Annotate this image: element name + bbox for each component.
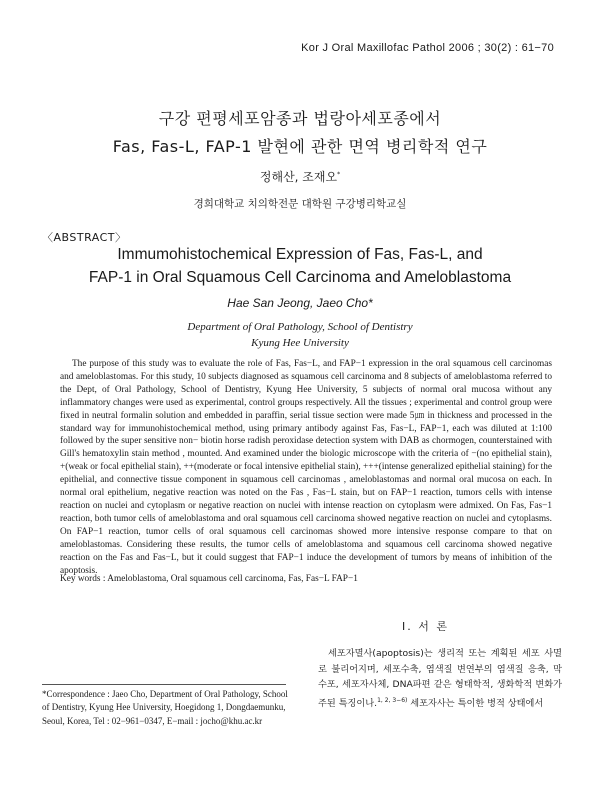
korean-title-line-2: Fas, Fas-L, FAP-1 발현에 관한 면역 병리학적 연구 [112, 137, 488, 156]
english-title-line-2: FAP-1 in Oral Squamous Cell Carcinoma and Ameloblastoma [88, 269, 512, 286]
korean-authors [0, 168, 600, 185]
footnote-divider [42, 684, 286, 685]
department-line-2: Kyung Hee University [251, 337, 349, 349]
corresponding-author-mark: * [337, 171, 341, 178]
introduction-text: 세포자멸사(apoptosis)는 생리적 또는 계획된 세포 사멸로 불리어지며, 세포수축, 염색질 변연부의 염색질 응축, 막 수포, 세포자사체, DNA파편 같은 형태학적, 생화학적 변화가 주된 특징이나. [318, 648, 562, 709]
citation-marker: 1, 2, 3−6) [377, 696, 408, 704]
department-line-1: Department of Oral Pathology, School of Dentistry [187, 321, 413, 333]
abstract-body: The purpose of this study was to evaluate the role of Fas, Fas−L, and FAP−1 expression in the oral squamous cell carcinomas and ameloblastomas. For this study, 10 subjects diagnosed as squamous cell carcinoma and 8 subjects of ameloblastoma referred to the Dept, of Oral Pathology, School of Dentistry, Kyung Hee University, 5 subjects of normal oral mucosa without any inflammatory changes were used as experimental, control groups respectively. All the tissues ; experimental and control group were fixed in neutral formalin solution and embedded in paraffin, serial tissue section were made 5㎛ in thickness and processed in the standard way for immunohistochemical method, using primary antibody against Fas, Fas−L, FAP−1, each was diluted at 1:100 followed by the super sensitive non− biotin horse radish peroxidase detection system with DAB as chormogen, counterstained with Gill's hematoxylin stain method , mounted. And examined under the biologic microscope with the criteria of −(no epithelial stain), +(weak or focal epithelial stain), ++(moderate or focal intensive epithelial stain), +++(intense generalized epithelial staining) for the epithelial, and connective tissue component in squamous cell carcinomas , ameloblastomas and normal oral mucosa on each. In normal oral epithelium, negative reaction was noted on the Fas , Fas−L stain, but on FAP−1 reaction, tumors cells with intense reaction on nuclei and cytoplasm or negative reaction on nuclei with intense reaction on cytoplasm were admixed. On Fas, Fas−1 reaction, both tumor cells of ameloblastoma and oral squamous cell carcinoma showed negative reaction on nuclei and cytoplasms. On FAP−1 reaction, tumor cells of oral squamous cell carcinomas showed more intensive response compare to that on ameloblastomas. Considering these results, the tumor cells of ameloblastoma and squamous cell carcinoma showed negative reaction on the Fas and Fas−L, but it could suggest that FAP−1 induce the development of tumors by means of inhibition of the apoptosis. [60, 359, 552, 576]
korean-title-line-1: 구강 편평세포암종과 법랑아세포종에서 [158, 109, 442, 128]
korean-author-names: 정해산, 조재오 [259, 170, 338, 184]
keywords: Key words : Ameloblastoma, Oral squamous cell carcinoma, Fas, Fas−L FAP−1 [60, 574, 358, 584]
english-title-line-1: Immumohistochemical Expression of Fas, Fas-L, and [117, 246, 483, 263]
correspondence-footnote: *Correspondence : Jaeo Cho, Department of Oral Pathology, School of Dentistry, Kyung Hee University, Hoegidong 1, Dongdaemunku, Seoul, Korea, Tel : 02−961−0347, E−mail : jocho@khu.ac.kr [42, 689, 288, 726]
english-authors: Hae San Jeong, Jaeo Cho* [227, 296, 373, 310]
journal-reference: Kor J Oral Maxillofac Pathol 2006 ; 30(2) : 61−70 [301, 42, 554, 54]
introduction-body [318, 646, 562, 711]
korean-affiliation: 경희대학교 치의학전문 대학원 구강병리학교실 [193, 198, 407, 210]
introduction-text-tail: 세포자사는 특이한 병적 상태에서 [407, 697, 544, 709]
abstract-label: 〈ABSTRACT〉 [42, 231, 127, 244]
section-heading-introduction: Ⅰ. 서 론 [402, 620, 449, 633]
